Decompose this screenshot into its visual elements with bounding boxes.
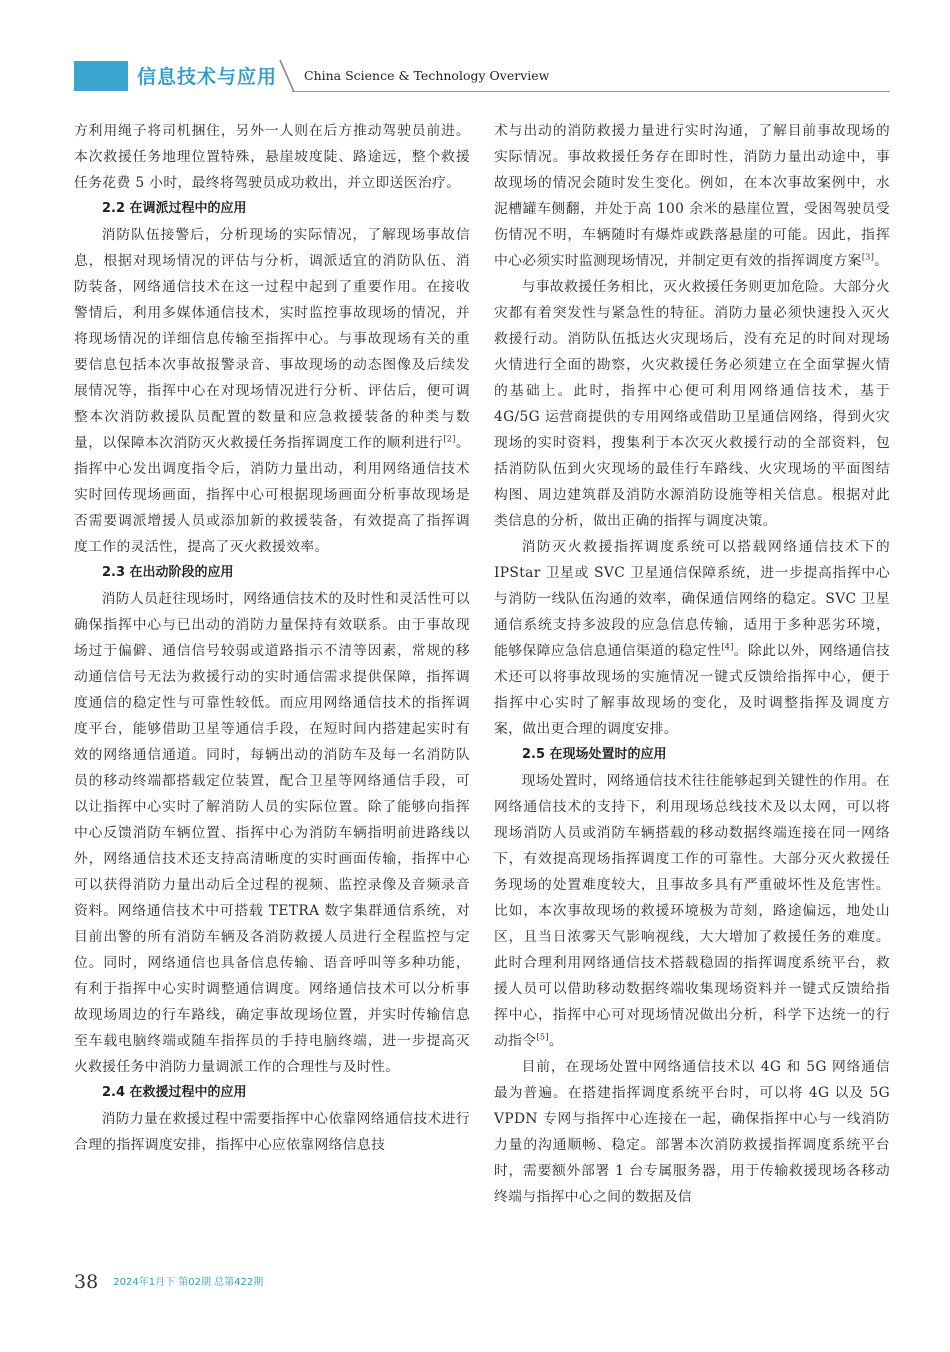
page-footer xyxy=(74,1271,263,1301)
right-column xyxy=(494,118,890,1210)
paragraph-2-2-text-a: 消防队伍接警后，分析现场的实际情况，了解现场事故信息，根据对现场情况的评估与分析，调派适宜的消防队伍、消防装备，网络通信技术在这一过程中起到了重要作用。在接收警情后，利用多媒体通信技术，实时监控事故现场的情况，并将现场情况的详细信息传输至指挥中心。与事故现场有关的重要信息包括本次事故报警录音、事故现场的动态图像及后续发展情况等，指挥中心在对现场情况进行分析、评估后，便可调整本次消防救援队员配置的数量和应急救援装备的种类与数量，以保障本次消防灭火救援任务指挥调度工作的顺利进行 xyxy=(74,227,470,451)
journal-section-title: 信息技术与应用 xyxy=(137,66,278,88)
paragraph-2-5-text-b: 。 xyxy=(548,1033,563,1049)
paragraph-2-3: 消防人员赶往现场时，网络通信技术的及时性和灵活性可以确保指挥中心与已出动的消防力量保持有效联系。由于事故现场过于偏僻、通信信号较弱或道路指示不清等因素，常规的移动通信信号无法为救援行动的实时通信需求提供保障，指挥调度通信的稳定性与可靠性较低。而应用网络通信技术的指挥调度平台，能够借助卫星等通信手段，在短时间内搭建起实时有效的网络通信通道。同时，每辆出动的消防车及每一名消防队员的移动终端都搭载定位装置，配合卫星等网络通信手段，可以让指挥中心实时了解消防人员的实际位置。除了能够向指挥中心反馈消防车辆位置、指挥中心为消防车辆指明前进路线以外，网络通信技术还支持高清晰度的实时画面传输，指挥中心可以获得消防力量出动后全过程的视频、监控录像及音频录音资料。网络通信技术中可搭载 TETRA 数字集群通信系统，对目前出警的所有消防车辆及各消防救援人员进行全程监控与定位。同时，网络通信也具备信息传输、语音呼叫等多种功能，有利于指挥中心实时调整通信调度。网络通信技术可以分析事故现场周边的行车路线，确定事故现场位置，并实时传输信息至车载电脑终端或随车指挥员的手持电脑终端，进一步提高灭火救援任务中消防力量调派工作的合理性与及时性。 xyxy=(74,591,470,1075)
paragraph-2-2 xyxy=(74,222,470,560)
header-rule xyxy=(292,91,890,92)
journal-header xyxy=(0,0,950,100)
citation-5: [5] xyxy=(536,1032,549,1042)
paragraph-4g-5g: 目前，在现场处置中网络通信技术以 4G 和 5G 网络通信最为普遍。在搭建指挥调度系统平台时，可以将 4G 以及 5G VPDN 专网与指挥中心连接在一起，确保指挥中心与一线消防力量的沟通顺畅、稳定。部署本次消防救援指挥调度系统平台时，需要额外部署 1 台专属服务器，用于传输救援现场各移动终端与指挥中心之间的数据及信 xyxy=(494,1059,890,1205)
paragraph-intro-continuation: 方利用绳子将司机捆住，另外一人则在后方推动驾驶员前进。本次救援任务地理位置特殊，悬崖坡度陡、路途远，整个救援任务花费 5 小时，最终将驾驶员成功救出，并立即送医治疗。 xyxy=(74,123,470,191)
citation-4: [4] xyxy=(721,642,734,652)
paragraph-2-5-text-a: 现场处置时，网络通信技术往往能够起到关键性的作用。在网络通信技术的支持下，利用现场总线技术及以太网，可以将现场消防人员或消防车辆搭载的移动数据终端连接在同一网络下，有效提高现场指挥调度工作的可靠性。大部分灭火救援任务现场的处置难度较大，且事故多具有严重破坏性及危害性。比如，本次事故现场的救援环境极为苛刻，路途偏远，地处山区，且当日浓雾天气影响视线，大大增加了救援任务的难度。此时合理利用网络通信技术搭载稳固的指挥调度系统平台，救援人员可以借助移动数据终端收集现场资料并一键式反馈给指挥中心，指挥中心可对现场情况做出分析，科学下达统一的行动指令 xyxy=(494,773,890,1049)
section-heading-2-3: 2.3 在出动阶段的应用 xyxy=(102,565,234,580)
paragraph-satellite xyxy=(494,534,890,742)
paragraph-2-2-text-b: 。指挥中心发出调度指令后，消防力量出动，利用网络通信技术实时回传现场画面，指挥中心可根据现场画面分析事故现场是否需要调派增援人员或添加新的救援装备，有效提高了指挥调度工作的灵活性，提高了灭火救援效率。 xyxy=(74,435,470,555)
left-column xyxy=(74,118,470,1158)
header-color-block xyxy=(74,61,128,91)
section-heading-2-2: 2.2 在调派过程中的应用 xyxy=(102,201,247,216)
paragraph-2-4: 消防力量在救援过程中需要指挥中心依靠网络通信技术进行合理的指挥调度安排，指挥中心应依靠网络信息技 xyxy=(74,1111,470,1153)
section-heading-2-5: 2.5 在现场处置时的应用 xyxy=(522,747,667,762)
paragraph-2-5 xyxy=(494,768,890,1054)
paragraph-2-4-cont-text-a: 术与出动的消防救援力量进行实时沟通，了解目前事故现场的实际情况。事故救援任务存在即时性，消防力量出动途中，事故现场的情况会随时发生变化。例如，在本次事故案例中，水泥槽罐车侧翻，并处于高 100 余米的悬崖位置，受困驾驶员受伤情况不明，车辆随时有爆炸或跌落悬崖的可能。因此，指挥中心必须实时监测现场情况，并制定更有效的指挥调度方案 xyxy=(494,123,890,269)
paragraph-fire-rescue: 与事故救援任务相比，灭火救援任务则更加危险。大部分火灾都有着突发性与紧急性的特征。消防力量必须快速投入灭火救援行动。消防队伍抵达火灾现场后，没有充足的时间对现场火情进行全面的勘察，火灾救援任务必须建立在全面掌握火情的基础上。此时，指挥中心便可利用网络通信技术，基于 4G/5G 运营商提供的专用网络或借助卫星通信网络，得到火灾现场的实时资料，搜集利于本次灭火救援行动的全部资料，包括消防队伍到火灾现场的最佳行车路线、火灾现场的平面图结构图、周边建筑群及消防水源消防设施等相关信息。根据对此类信息的分析，做出正确的指挥与调度决策。 xyxy=(494,279,890,529)
journal-name: China Science & Technology Overview xyxy=(304,68,550,83)
paragraph-2-4-cont-text-b: 。 xyxy=(874,253,889,269)
section-heading-2-4: 2.4 在救援过程中的应用 xyxy=(102,1085,247,1100)
paragraph-satellite-text-a: 消防灭火救援指挥调度系统可以搭载网络通信技术下的 IPStar 卫星或 SVC 卫星通信保障系统，进一步提高指挥中心与消防一线队伍沟通的效率，确保通信网络的稳定。SVC 卫星通信系统支持多波段的应急信息传输，适用于多种恶劣环境，能够保障应急信息通信渠道的稳定性 xyxy=(494,539,890,659)
page-number: 38 xyxy=(74,1271,99,1293)
issue-info: 2024年1月下 第02期 总第422期 xyxy=(113,1277,264,1288)
paragraph-2-4-continuation xyxy=(494,118,890,274)
citation-3: [3] xyxy=(861,252,875,262)
citation-2: [2] xyxy=(443,434,456,444)
paragraph-satellite-text-b: 。除此以外，网络通信技术还可以将事故现场的实施情况一键式反馈给指挥中心，便于指挥中心实时了解事故现场的变化，及时调整指挥及调度方案，做出更合理的调度安排。 xyxy=(494,643,890,737)
